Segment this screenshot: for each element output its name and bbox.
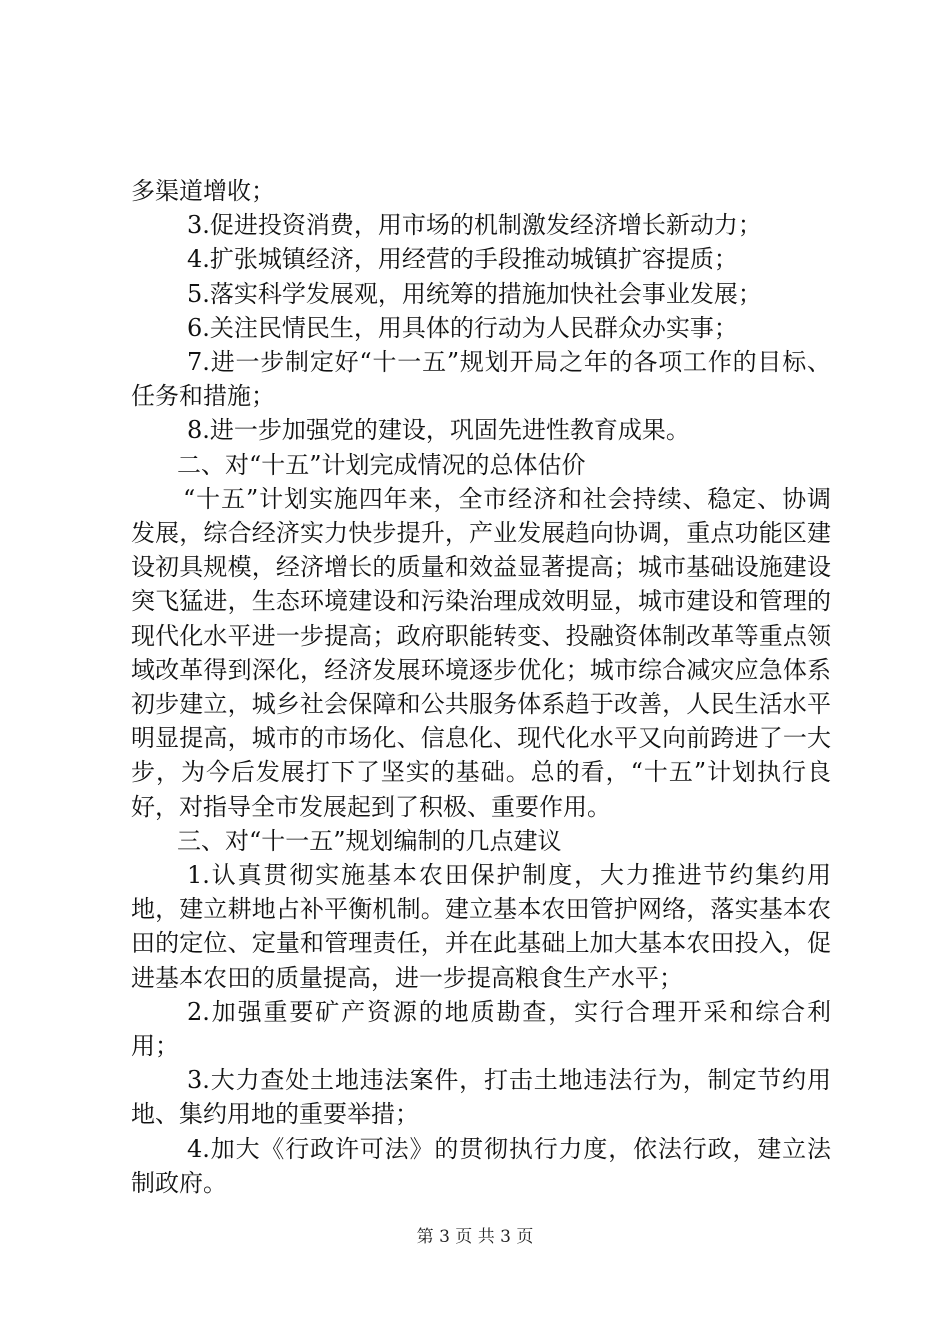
document-body xyxy=(131,174,831,1200)
list-item-3: 3.促进投资消费，用市场的机制激发经济增长新动力； xyxy=(187,211,762,240)
list-item-5: 5.落实科学发展观，用统筹的措施加快社会事业发展； xyxy=(187,279,762,308)
list-item-6: 6.关注民情民生，用具体的行动为人民群众办实事； xyxy=(187,313,738,342)
page-number-footer: 第 3 页 共 3 页 xyxy=(416,1227,534,1247)
list-item-7: 7.进一步制定好“十一五”规划开局之年的各项工作的目标、任务和措施； xyxy=(131,348,831,411)
suggestion-item-2: 2.加强重要矿产资源的地质勘查，实行合理开采和综合利用； xyxy=(131,997,831,1061)
section-heading-2: 二、对“十五”计划完成情况的总体估价 xyxy=(177,450,586,479)
list-item-4: 4.扩张城镇经济，用经营的手段推动城镇扩容提质； xyxy=(187,245,738,274)
body-paragraph: “十五”计划实施四年来，全市经济和社会持续、稳定、协调发展，综合经济实力快步提升，产业发展趋向协调，重点功能区建设初具规模，经济增长的质量和效益显著提高；城市基础设施建设突飞猛进，生态环境建设和污染治理成效明显，城市建设和管理的现代化水平进一步提高；政府职能转变、投融资体制改革等重点领域改革得到深化，经济发展环境逐步优化；城市综合减灾应急体系初步建立，城乡社会保障和公共服务体系趋于改善，人民生活水平明显提高，城市的市场化、信息化、现代化水平又向前跨进了一大步，为今后发展打下了坚实的基础。总的看，“十五”计划执行良好，对指导全市发展起到了积极、重要作用。 xyxy=(131,484,831,821)
suggestion-item-3: 3.大力查处土地违法案件，打击土地违法行为，制定节约用地、集约用地的重要举措； xyxy=(131,1066,831,1129)
suggestion-item-4: 4.加大《行政许可法》的贯彻执行力度，依法行政，建立法制政府。 xyxy=(131,1134,831,1197)
section-heading-3: 三、对“十一五”规划编制的几点建议 xyxy=(177,826,562,855)
suggestion-item-1: 1.认真贯彻实施基本农田保护制度，大力推进节约集约用地，建立耕地占补平衡机制。建立基本农田管护网络，落实基本农田的定位、定量和管理责任，并在此基础上加大基本农田投入，促进基本农田的质量提高，进一步提高粮食生产水平； xyxy=(131,861,831,992)
paragraph-continuation: 多渠道增收； xyxy=(131,177,275,205)
list-item-8: 8.进一步加强党的建设，巩固先进性教育成果。 xyxy=(187,416,690,445)
